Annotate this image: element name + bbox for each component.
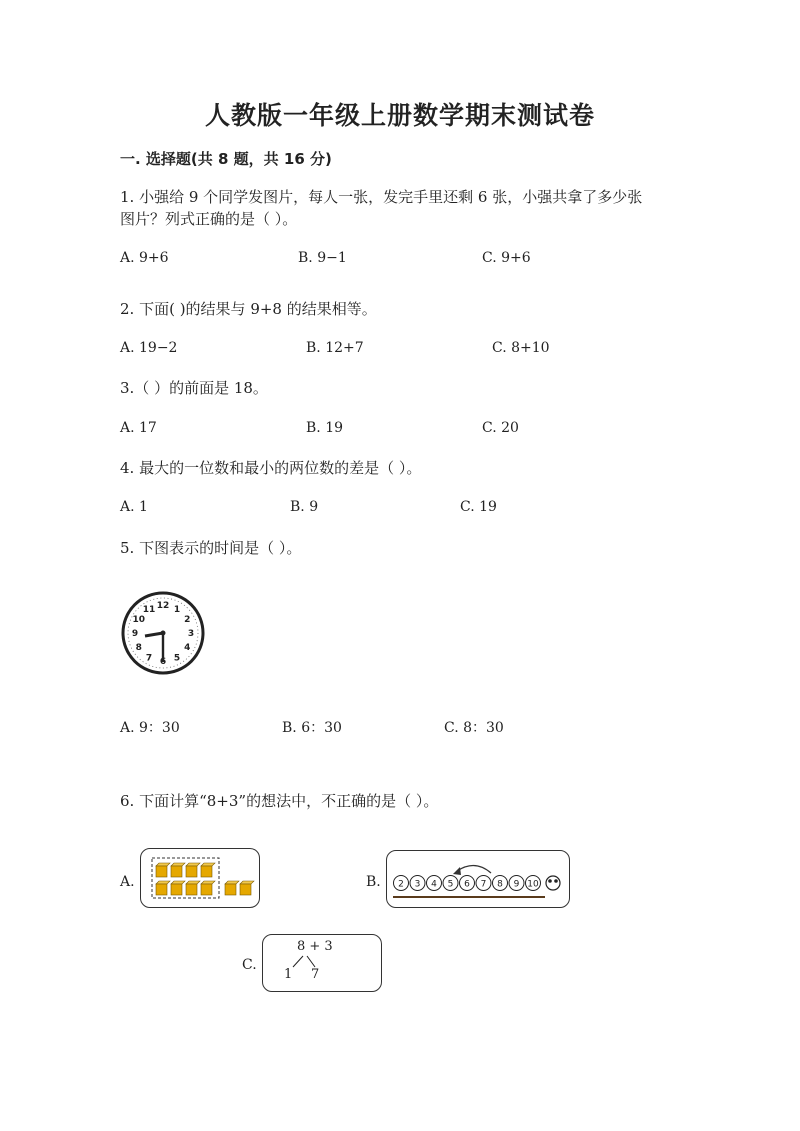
question-6-option-b-label: B. <box>366 874 381 890</box>
option-c-expression: 8 + 3 <box>297 939 333 954</box>
question-3-option-c: C. 20 <box>482 420 519 436</box>
question-4-option-b: B. 9 <box>290 499 319 515</box>
question-4-option-c: C. 19 <box>460 499 497 515</box>
clock-number: 7 <box>145 653 153 664</box>
number-line-label: 2 <box>398 879 404 890</box>
clock-number: 6 <box>159 657 167 668</box>
blocks-illustration <box>141 849 259 907</box>
question-5-stem: 5. 下图表示的时间是（ ）。 <box>120 539 302 557</box>
clock-number: 8 <box>135 643 142 654</box>
cube-block-top <box>201 881 215 884</box>
clock-center <box>161 631 166 636</box>
cube-block-top <box>186 881 200 884</box>
number-line-label: 9 <box>513 879 520 890</box>
clock-number: 9 <box>131 629 139 640</box>
question-3-stem: 3.（ ）的前面是 18。 <box>120 379 268 397</box>
cube-block-top <box>240 881 254 884</box>
cube-block-top <box>171 863 185 866</box>
cube-block-top <box>186 863 200 866</box>
number-line-illustration <box>387 851 569 907</box>
cube-block <box>156 866 167 877</box>
cube-block-top <box>156 863 170 866</box>
question-2-option-a: A. 19−2 <box>120 340 178 356</box>
option-c-split-right: 7 <box>311 967 320 982</box>
section-heading: 一. 选择题(共 8 题，共 16 分) <box>120 150 332 168</box>
option-b-figure <box>386 850 570 908</box>
panda-eye-right <box>554 879 558 883</box>
question-3-option-b: B. 19 <box>306 420 344 436</box>
question-6-option-c-label: C. <box>242 957 257 973</box>
question-1-option-c: C. 9+6 <box>482 250 531 266</box>
number-line-label: 4 <box>431 879 437 890</box>
clock-number: 11 <box>142 605 156 615</box>
question-6-stem: 6. 下面计算“8+3”的想法中，不正确的是（ ）。 <box>120 792 439 810</box>
page-title: 人教版一年级上册数学期末测试卷 <box>204 101 595 130</box>
clock-number: 4 <box>184 643 191 654</box>
cube-block <box>171 866 182 877</box>
clock-number: 2 <box>184 615 191 626</box>
cube-block <box>240 884 251 895</box>
option-a-figure <box>140 848 260 908</box>
cube-block-top <box>201 863 215 866</box>
question-4-stem: 4. 最大的一位数和最小的两位数的差是（ ）。 <box>120 459 422 477</box>
question-1-stem-line1: 1. 小强给 9 个同学发图片，每人一张，发完手里还剩 6 张，小强共拿了多少张 <box>120 188 643 206</box>
number-line-label: 8 <box>497 879 503 890</box>
question-5-option-a: A. 9：30 <box>120 720 180 736</box>
clock-number: 1 <box>173 605 181 615</box>
number-line-label: 5 <box>447 879 454 890</box>
number-line-label: 10 <box>527 879 539 890</box>
cube-block <box>186 866 197 877</box>
clock-number: 5 <box>173 653 181 664</box>
panda-icon <box>546 876 560 890</box>
clock-number: 3 <box>187 629 195 640</box>
question-1-option-b: B. 9−1 <box>298 250 347 266</box>
option-c-split-left: 1 <box>284 967 293 982</box>
cube-block-top <box>171 881 185 884</box>
cube-block <box>201 866 212 877</box>
question-3-option-a: A. 17 <box>120 420 157 436</box>
cube-block <box>156 884 167 895</box>
question-5-option-c: C. 8：30 <box>444 720 504 736</box>
cube-block-top <box>156 881 170 884</box>
cube-block-top <box>225 881 239 884</box>
split-line-right <box>307 956 315 967</box>
cube-block <box>225 884 236 895</box>
clock-number: 12 <box>156 601 170 612</box>
clock-number: 10 <box>132 615 146 626</box>
question-2-option-c: C. 8+10 <box>492 340 550 356</box>
question-1-stem-line2: 图片？列式正确的是（ ）。 <box>120 210 298 228</box>
cube-block <box>201 884 212 895</box>
question-4-option-a: A. 1 <box>120 499 148 515</box>
cube-block <box>171 884 182 895</box>
question-1-option-a: A. 9+6 <box>120 250 169 266</box>
number-line-label: 6 <box>464 879 470 890</box>
question-2-stem: 2. 下面( )的结果与 9+8 的结果相等。 <box>120 300 377 318</box>
split-line-left <box>293 956 303 967</box>
number-line-label: 3 <box>414 879 421 890</box>
question-2-option-b: B. 12+7 <box>306 340 364 356</box>
question-5-option-b: B. 6：30 <box>282 720 342 736</box>
option-c-figure <box>262 934 382 992</box>
hop-arrow <box>457 865 491 873</box>
panda-eye-left <box>548 879 552 883</box>
clock-figure <box>120 590 206 676</box>
hop-arrowhead <box>453 867 461 875</box>
number-line-label: 7 <box>480 879 487 890</box>
question-6-option-a-label: A. <box>120 874 135 890</box>
cube-block <box>186 884 197 895</box>
